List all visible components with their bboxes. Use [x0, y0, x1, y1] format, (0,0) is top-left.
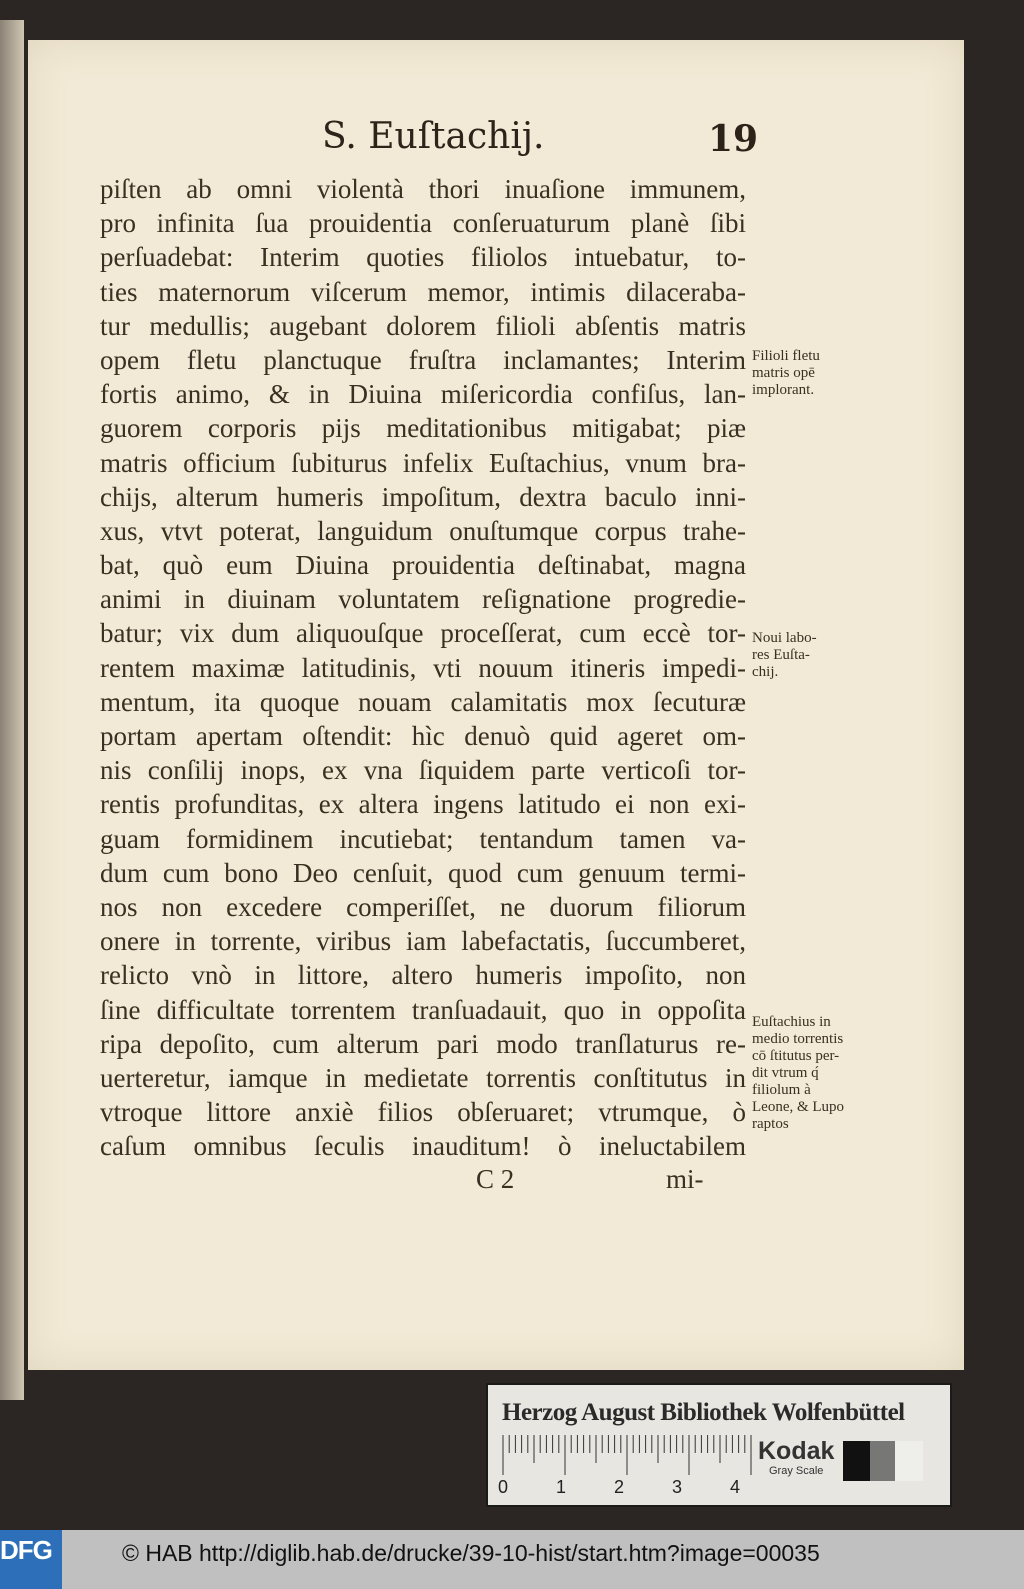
text-line-content: batur; vix dum aliquouſque proceſſerat, cum eccè tor- [100, 618, 746, 649]
text-line-content: ties maternorum viſcerum memor, intimis dilaceraba- [100, 276, 746, 307]
gray-patch-mid [870, 1441, 895, 1481]
color-card [486, 1383, 952, 1507]
text-line-content: vtroque littore anxiè filios obſeruaret; vtrumque, ò [100, 1097, 746, 1128]
text-line-content: fortis animo, & in Diuina miſericordia confiſus, lan- [100, 379, 746, 410]
facing-page-edge [0, 20, 24, 1400]
gray-patch-white [895, 1441, 923, 1481]
text-line [100, 685, 746, 719]
text-line-content: onere in torrente, viribus iam labefactatis, ſuccumberet, [100, 926, 746, 957]
ruler-number: 3 [672, 1477, 683, 1497]
gray-scale-label: Gray Scale [769, 1465, 824, 1477]
text-line-content: ſine difficultate torrentem tranſuadauit, quo in oppoſita [100, 994, 746, 1025]
text-line-content: pro infinita ſua prouidentia conſeruaturum planè ſibi [100, 208, 746, 239]
text-line [100, 411, 746, 445]
page-number: 19 [708, 118, 759, 160]
text-line-content: tur medullis; augebant dolorem filioli abſentis matris [100, 310, 746, 341]
ruler-number: 2 [614, 1477, 625, 1497]
text-line [100, 206, 746, 240]
text-line [100, 719, 746, 753]
body-text [100, 172, 746, 1163]
text-line-content: chijs, alterum humeris impoſitum, dextra baculo inni- [100, 481, 746, 512]
text-line [100, 958, 746, 992]
text-line [100, 1129, 746, 1163]
dfg-logo: DFG [0, 1530, 62, 1589]
copyright-link[interactable]: © HAB http://diglib.hab.de/drucke/39-10-hist/start.htm?image=00035 [122, 1540, 820, 1566]
text-line-content: xus, vtvt poterat, languidum onuſtumque corpus trahe- [100, 515, 746, 546]
footer-bar [0, 1530, 1024, 1589]
text-line [100, 1061, 746, 1095]
text-line [100, 1027, 746, 1061]
text-line-content: uerteretur, iamque in medietate torrentis conſtitutus in [100, 1062, 746, 1093]
catchword: mi- [666, 1164, 704, 1194]
text-line-content: relicto vnò in littore, altero humeris impoſito, non [100, 960, 746, 991]
text-line-content: rentem maximæ latitudinis, vti nouum itineris impedi- [100, 652, 746, 683]
gray-patch-black [843, 1441, 870, 1481]
text-line-content: ripa depoſito, cum alterum pari modo tranſlaturus re- [100, 1028, 746, 1059]
kodak-logo: Kodak [758, 1437, 835, 1465]
text-line-content: portam apertam oſtendit: hìc denuò quid ageret om- [100, 721, 746, 751]
text-line-content: caſum omnibus ſeculis inauditum! ò ineluctabilem [100, 1131, 746, 1162]
ruler [502, 1435, 754, 1475]
text-line [100, 275, 746, 309]
text-line [100, 822, 746, 856]
text-line [100, 548, 746, 582]
running-head: S. Euſtachij. [322, 116, 545, 157]
text-line-content: nis conſilij inops, ex vna ſiquidem parte verticoſi tor- [100, 755, 746, 786]
text-line-content: perſuadebat: Interim quoties filiolos intuebatur, to- [100, 242, 746, 273]
signature-mark: C 2 [476, 1164, 515, 1194]
text-line-content: dum cum bono Deo cenſuit, quod cum genuum termi- [100, 857, 746, 888]
text-line-content: nos non excedere comperiſſet, ne duorum filiorum [100, 891, 746, 922]
text-line [100, 993, 746, 1027]
ruler-number: 0 [498, 1477, 509, 1497]
text-line [100, 309, 746, 343]
text-line [100, 514, 746, 548]
text-line-content: piſten ab omni violentà thori inuaſione immunem, [100, 174, 746, 204]
text-line [100, 856, 746, 890]
card-title: Herzog August Bibliothek Wolfenbüttel [502, 1399, 905, 1426]
text-line [100, 582, 746, 616]
text-line-content: mentum, ita quoque nouam calamitatis mox ſecuturæ [100, 686, 746, 717]
text-line-content: matris officium ſubiturus infelix Euſtachius, vnum bra- [100, 447, 746, 478]
text-line-content: bat, quò eum Diuina prouidentia deſtinabat, magna [100, 550, 746, 581]
text-line [100, 890, 746, 924]
ruler-number: 4 [730, 1477, 741, 1497]
text-line [100, 787, 746, 821]
text-line [100, 1095, 746, 1129]
text-line-content: rentis profunditas, ex altera ingens latitudo ei non exi- [100, 789, 746, 820]
text-line [100, 924, 746, 958]
text-line-content: guam formidinem incutiebat; tentandum tamen va- [100, 823, 746, 854]
ruler-number: 1 [556, 1477, 567, 1497]
marginal-note: Noui labo- res Euſta- chij. [752, 630, 817, 680]
text-line [100, 446, 746, 480]
text-line [100, 616, 746, 650]
text-line [100, 651, 746, 685]
marginal-note: Filioli fletu matris opē implorant. [752, 348, 820, 398]
text-line [100, 240, 746, 274]
text-line-content: guorem corporis pijs meditationibus mitigabat; piæ [100, 413, 746, 444]
text-line [100, 172, 746, 206]
marginal-note: Euſtachius in medio torrentis cō ſtitutus per- dit vtrum q́ filiolum à Leone, & Lupo raptos [752, 1014, 845, 1132]
text-line-content: animi in diuinam voluntatem reſignatione progredie- [100, 584, 746, 615]
text-line-content: opem fletu planctuque fruſtra inclamantes; Interim [100, 344, 746, 375]
text-line [100, 480, 746, 514]
text-line [100, 377, 746, 411]
text-line [100, 343, 746, 377]
text-line [100, 753, 746, 787]
